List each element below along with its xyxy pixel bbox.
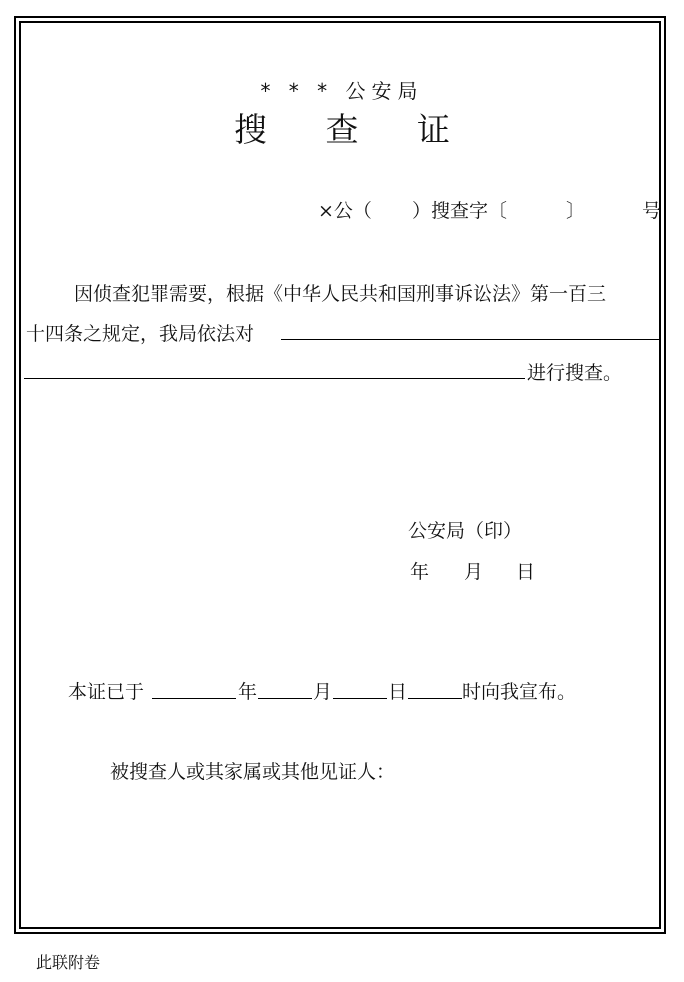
docno-close: 〕 <box>566 200 586 222</box>
announce-prefix: 本证已于 <box>68 681 145 703</box>
docno-suffix: 号 <box>642 200 662 222</box>
announce-hour-blank <box>408 698 462 699</box>
target-underline-2 <box>24 378 525 379</box>
docno-mid: ）搜查字〔 <box>412 200 508 222</box>
date-year: 年 <box>410 561 430 583</box>
date-month: 月 <box>464 561 484 583</box>
announce-day-blank <box>333 698 387 699</box>
footer-note: 此联附卷 <box>36 953 101 972</box>
announce-suffix: 时向我宣布。 <box>462 681 577 703</box>
announce-month-blank <box>258 698 312 699</box>
agency-name: * * * 公安局 <box>260 79 424 103</box>
docno-prefix: ×公（ <box>318 200 372 222</box>
announce-year: 年 <box>238 681 258 703</box>
body-line-1: 因侦查犯罪需要，根据《中华人民共和国刑事诉讼法》第一百三 <box>74 283 607 305</box>
inner-border <box>19 21 661 929</box>
target-underline-1 <box>281 339 661 340</box>
document-title: 搜 查 证 <box>234 110 474 149</box>
body-line-2: 十四条之规定，我局依法对 <box>26 323 255 345</box>
seal-label: 公安局（印） <box>408 520 523 542</box>
announce-day: 日 <box>388 681 408 703</box>
date-day: 日 <box>516 561 536 583</box>
announce-month: 月 <box>313 681 333 703</box>
body-line-3-end: 进行搜查。 <box>527 362 623 384</box>
announce-year-blank <box>152 698 236 699</box>
witness-label: 被搜查人或其家属或其他见证人： <box>110 761 396 783</box>
